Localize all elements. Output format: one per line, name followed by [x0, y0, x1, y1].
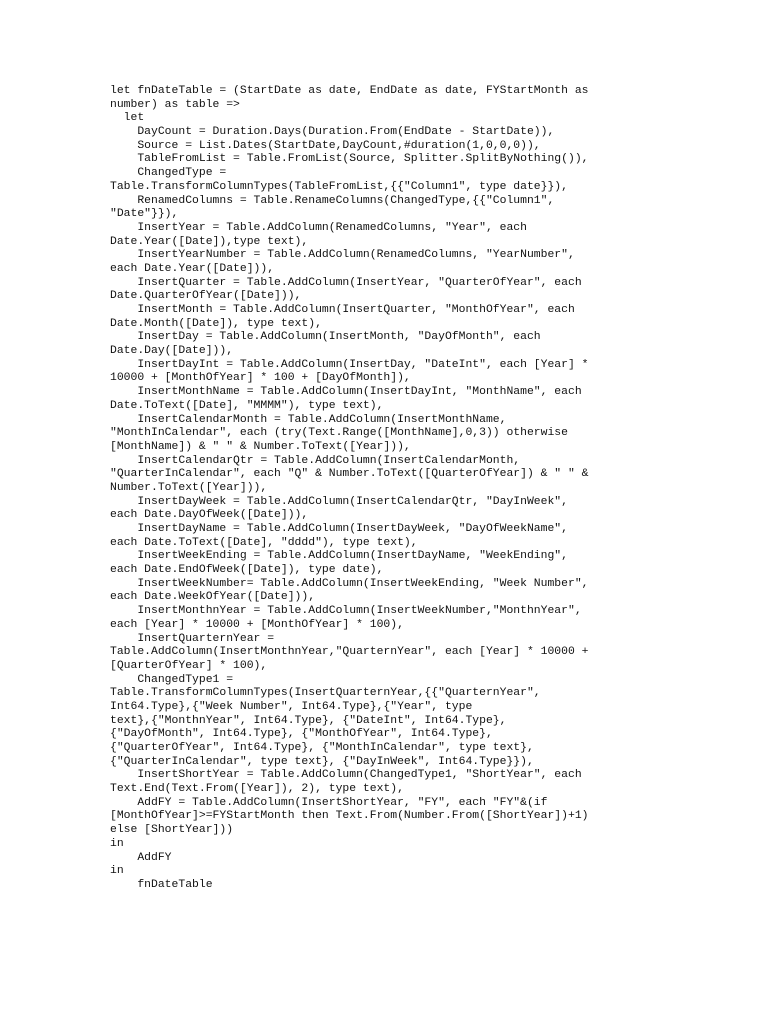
code-line: Date.Month([Date]), type text), [110, 317, 322, 330]
code-line: Table.AddColumn(InsertMonthnYear,"QuarternYear", each [Year] * 10000 + [110, 646, 589, 659]
code-line: RenamedColumns = Table.RenameColumns(ChangedType,{{"Column1", [110, 194, 555, 207]
code-line: each Date.EndOfWeek([Date]), type date), [110, 564, 384, 577]
code-line: InsertQuarternYear = [110, 632, 275, 645]
code-line: Date.Year([Date]),type text), [110, 235, 309, 248]
code-line: InsertShortYear = Table.AddColumn(ChangedType1, "ShortYear", each [110, 769, 582, 782]
code-line: InsertCalendarQtr = Table.AddColumn(InsertCalendarMonth, [110, 454, 521, 467]
code-line: InsertDayName = Table.AddColumn(InsertDayWeek, "DayOfWeekName", [110, 523, 568, 535]
code-line: each Date.DayOfWeek([Date])), [110, 509, 309, 522]
code-line: [MonthName]) & " " & Number.ToText([Year])), [110, 440, 411, 453]
code-line: {"QuarterInCalendar", type text}, {"DayInWeek", Int64.Type}}), [110, 755, 534, 768]
code-line: InsertYear = Table.AddColumn(RenamedColumns, "Year", each [110, 221, 527, 234]
code-line: Int64.Type},{"Week Number", Int64.Type},{"Year", type [110, 700, 473, 713]
code-line: InsertDay = Table.AddColumn(InsertMonth, "DayOfMonth", each [110, 331, 541, 344]
code-line: "Date"}}), [110, 208, 179, 221]
code-line: let fnDateTable = (StartDate as date, EndDate as date, FYStartMonth as [110, 85, 589, 97]
code-line: in [110, 865, 124, 878]
code-line: fnDateTable [110, 878, 213, 891]
code-line: AddFY = Table.AddColumn(InsertShortYear, "FY", each "FY"&(if [110, 796, 548, 809]
code-line: InsertYearNumber = Table.AddColumn(RenamedColumns, "YearNumber", [110, 249, 575, 262]
code-line: [QuarterOfYear] * 100), [110, 659, 268, 672]
code-line: in [110, 837, 124, 850]
code-line: "MonthInCalendar", each (try(Text.Range([MonthName],0,3)) otherwise [110, 427, 568, 440]
code-line: each Date.WeekOfYear([Date])), [110, 591, 316, 604]
code-line: InsertCalendarMonth = Table.AddColumn(InsertMonthName, [110, 413, 507, 426]
code-line: text},{"MonthnYear", Int64.Type}, {"DateInt", Int64.Type}, [110, 714, 507, 727]
code-line: {"DayOfMonth", Int64.Type}, {"MonthOfYear", Int64.Type}, [110, 728, 493, 741]
code-line: number) as table => [110, 98, 240, 111]
code-line: Table.TransformColumnTypes(TableFromList,{{"Column1", type date}}), [110, 180, 568, 193]
code-line: Source = List.Dates(StartDate,DayCount,#duration(1,0,0,0)), [110, 139, 541, 152]
code-line: InsertMonthName = Table.AddColumn(InsertDayInt, "MonthName", each [110, 386, 582, 399]
code-line: each [Year] * 10000 + [MonthOfYear] * 100), [110, 618, 404, 631]
code-line: Number.ToText([Year])), [110, 481, 268, 494]
code-line: each Date.ToText([Date], "dddd"), type text), [110, 536, 418, 549]
code-line: Date.Day([Date])), [110, 345, 234, 358]
code-line: InsertWeekEnding = Table.AddColumn(InsertDayName, "WeekEnding", [110, 550, 568, 563]
code-line: Date.ToText([Date], "MMMM"), type text), [110, 399, 384, 412]
code-line: ChangedType1 = [110, 673, 234, 686]
code-line: DayCount = Duration.Days(Duration.From(EndDate - StartDate)), [110, 126, 555, 139]
code-block [110, 85, 658, 893]
code-line: Table.TransformColumnTypes(InsertQuarternYear,{{"QuarternYear", [110, 687, 541, 700]
code-line: InsertMonth = Table.AddColumn(InsertQuarter, "MonthOfYear", each [110, 304, 575, 316]
code-line: TableFromList = Table.FromList(Source, Splitter.SplitByNothing()), [110, 153, 589, 166]
code-line: AddFY [110, 851, 172, 864]
code-line: InsertQuarter = Table.AddColumn(InsertYear, "QuarterOfYear", each [110, 276, 582, 289]
code-line: "QuarterInCalendar", each "Q" & Number.ToText([QuarterOfYear]) & " " & [110, 468, 589, 481]
code-line: Date.QuarterOfYear([Date])), [110, 290, 302, 303]
code-line: else [ShortYear])) [110, 824, 234, 837]
code-line: [MonthOfYear]>=FYStartMonth then Text.From(Number.From([ShortYear])+1) [110, 810, 589, 823]
code-line: ChangedType = [110, 167, 227, 180]
code-line: InsertDayWeek = Table.AddColumn(InsertCalendarQtr, "DayInWeek", [110, 495, 568, 508]
code-line: 10000 + [MonthOfYear] * 100 + [DayOfMonth]), [110, 372, 411, 385]
code-line: InsertDayInt = Table.AddColumn(InsertDay, "DateInt", each [Year] * [110, 358, 589, 371]
code-line: InsertWeekNumber= Table.AddColumn(InsertWeekEnding, "Week Number", [110, 577, 589, 590]
code-line: Text.End(Text.From([Year]), 2), type text), [110, 783, 404, 796]
code-line: let [110, 112, 145, 125]
code-line: InsertMonthnYear = Table.AddColumn(InsertWeekNumber,"MonthnYear", [110, 605, 582, 618]
code-line: {"QuarterOfYear", Int64.Type}, {"MonthInCalendar", type text}, [110, 742, 534, 754]
code-line: each Date.Year([Date])), [110, 262, 275, 275]
